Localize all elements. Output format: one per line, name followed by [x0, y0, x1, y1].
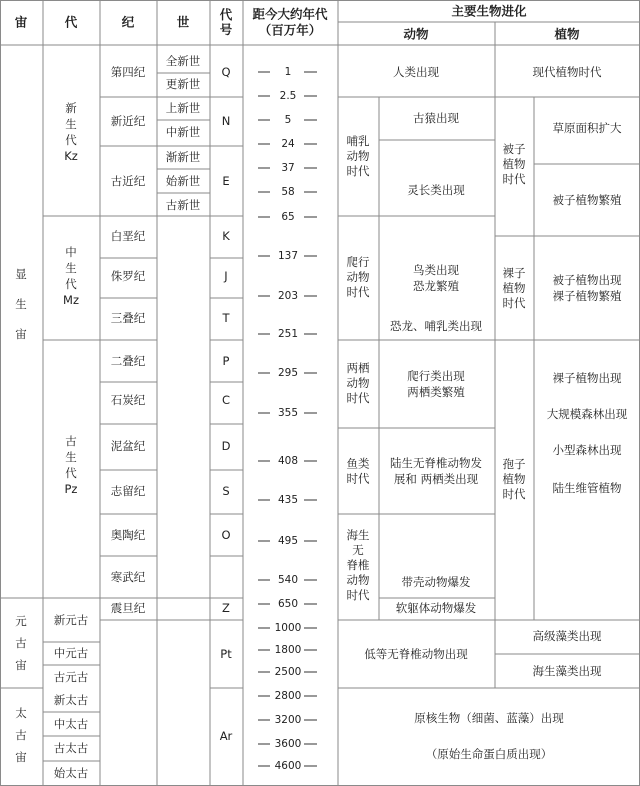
code-label: J: [224, 269, 228, 283]
animal-event-label: 带壳动物爆发: [401, 575, 471, 589]
header-eon: 宙: [14, 14, 28, 30]
period-label: 奥陶纪: [110, 528, 146, 542]
header-era: 代: [64, 14, 78, 30]
code-label: Ar: [219, 729, 233, 743]
animal-age-label: 动物: [346, 376, 370, 390]
header-code: 代: [219, 7, 233, 22]
plant-age-label: 孢子: [502, 457, 526, 471]
era-label: 代: [65, 133, 77, 147]
plant-age-label: 裸子: [502, 266, 526, 280]
animal-event-label: 恐龙繁殖: [413, 279, 459, 293]
period-label: 三叠纪: [110, 311, 146, 325]
header-plants: 植物: [554, 26, 580, 42]
age-tick-label: 1: [284, 66, 292, 78]
animal-event-label: 低等无脊椎动物出现: [364, 647, 468, 661]
era-label: 生: [65, 117, 77, 131]
epoch-label: 更新世: [165, 77, 201, 91]
plant-event-label: 现代植物时代: [532, 65, 602, 79]
code-label: S: [222, 484, 230, 498]
animal-event-label: 恐龙、哺乳类出现: [390, 319, 482, 333]
animal-event-label: 古猿出现: [413, 111, 459, 125]
age-tick-label: 5: [284, 114, 292, 126]
plant-event-label: 裸子植物出现: [552, 371, 622, 385]
age-tick-label: 295: [277, 367, 299, 379]
period-label: 二叠纪: [110, 354, 146, 368]
period-label: 泥盆纪: [110, 439, 146, 453]
era-label: 代: [65, 466, 77, 480]
epoch-label: 上新世: [165, 101, 201, 115]
animal-age-label: 两栖: [346, 361, 370, 375]
period-label: 震旦纪: [110, 601, 146, 615]
precambrian-era-label: 新元古: [53, 613, 89, 627]
era-label: 古: [65, 434, 77, 448]
animal-event-label: 展和 两栖类出现: [393, 472, 479, 486]
era-label: 中: [65, 245, 77, 259]
animal-age-label: 动物: [346, 270, 370, 284]
eon-label: 宙: [15, 750, 27, 764]
period-label: 寒武纪: [110, 570, 146, 584]
age-tick-label: 65: [281, 211, 295, 223]
code-label: Q: [221, 65, 231, 79]
age-tick-label: 3600: [274, 738, 302, 750]
epoch-label: 中新世: [165, 125, 201, 139]
animal-age-label: 鱼类: [346, 456, 370, 471]
animal-age-label: 动物: [346, 149, 370, 163]
epoch-label: 始新世: [165, 174, 201, 188]
animal-age-label: 时代: [346, 471, 370, 486]
plant-age-label: 时代: [502, 296, 526, 310]
age-tick-label: 1000: [274, 622, 302, 634]
period-label: 第四纪: [110, 65, 146, 79]
plant-age-label: 被子: [502, 142, 526, 156]
plant-event-label: 小型森林出现: [552, 443, 622, 457]
period-label: 石炭纪: [110, 393, 146, 407]
era-label: 生: [65, 450, 77, 464]
era-label: Pz: [64, 482, 78, 496]
animal-age-label: 时代: [346, 164, 370, 178]
plant-event-label: 大规模森林出现: [546, 407, 628, 421]
animal-event-label: （原始生命蛋白质出现）: [425, 747, 553, 761]
animal-event-label: 陆生无脊椎动物发: [390, 456, 482, 470]
precambrian-era-label: 古太古: [53, 741, 89, 755]
animal-event-label: 软躯体动物爆发: [395, 601, 477, 615]
animal-age-label: 爬行: [346, 255, 370, 269]
age-tick-label: 58: [281, 186, 295, 198]
animal-age-label: 时代: [346, 391, 370, 405]
animal-event-label: 爬行类出现: [407, 369, 465, 383]
age-tick-label: 355: [277, 407, 299, 419]
animal-age-label: 哺乳: [346, 134, 370, 148]
code-label: T: [222, 311, 230, 325]
precambrian-era-label: 始太古: [53, 766, 89, 780]
eon-label: 古: [15, 728, 27, 742]
header-animals: 动物: [403, 26, 429, 42]
precambrian-era-label: 中太古: [53, 717, 89, 731]
eon-label: 显: [15, 267, 27, 281]
age-tick-label: 203: [277, 290, 299, 302]
age-tick-label: 3200: [274, 714, 302, 726]
plant-age-label: 植物: [502, 472, 526, 486]
header-age: （百万年）: [258, 22, 322, 38]
age-tick-label: 1800: [274, 644, 302, 656]
age-tick-label: 4600: [274, 760, 302, 772]
plant-event-label: 海生藻类出现: [532, 664, 602, 678]
animal-event-label: 鸟类出现: [413, 263, 459, 277]
code-label: Z: [222, 601, 230, 615]
code-label: N: [221, 114, 231, 128]
eon-label: 宙: [15, 327, 27, 341]
age-tick-label: 24: [281, 138, 295, 150]
code-label: O: [221, 528, 231, 542]
age-tick-label: 137: [277, 250, 299, 262]
period-label: 古近纪: [110, 174, 146, 188]
epoch-label: 古新世: [165, 198, 201, 212]
age-tick-label: 540: [277, 574, 299, 586]
age-tick-label: 251: [277, 328, 299, 340]
plant-event-label: 被子植物出现: [552, 273, 622, 287]
plant-event-label: 陆生维管植物: [552, 481, 622, 495]
animal-age-label: 时代: [346, 285, 370, 299]
animal-event-label: 灵长类出现: [407, 183, 465, 197]
period-label: 白垩纪: [110, 229, 146, 243]
era-label: 代: [65, 277, 77, 291]
plant-age-label: 时代: [502, 487, 526, 501]
animal-age-label: 海生: [346, 528, 370, 542]
plant-event-label: 高级藻类出现: [532, 629, 602, 643]
code-label: E: [222, 174, 230, 188]
period-label: 志留纪: [110, 484, 146, 498]
age-tick-label: 2800: [274, 690, 302, 702]
era-label: Mz: [63, 293, 79, 307]
age-tick-label: 2.5: [279, 90, 297, 102]
period-label: 侏罗纪: [110, 269, 146, 283]
plant-age-label: 植物: [502, 281, 526, 295]
age-tick-label: 435: [277, 494, 299, 506]
code-label: Pt: [220, 647, 232, 661]
plant-age-label: 时代: [502, 172, 526, 186]
age-tick-label: 37: [281, 162, 295, 174]
precambrian-era-label: 新太古: [53, 693, 89, 707]
period-label: 新近纪: [110, 114, 146, 128]
eon-label: 生: [15, 297, 27, 311]
animal-age-label: 时代: [346, 588, 370, 602]
header-evolution: 主要生物进化: [451, 3, 527, 19]
plant-event-label: 被子植物繁殖: [552, 193, 622, 207]
epoch-label: 渐新世: [165, 150, 201, 164]
animal-age-label: 动物: [346, 573, 370, 587]
epoch-label: 全新世: [165, 54, 201, 68]
animal-event-label: 原核生物（细菌、蓝藻）出现: [414, 711, 564, 725]
header-code: 号: [219, 22, 233, 37]
eon-label: 太: [15, 706, 27, 720]
era-label: Kz: [64, 149, 78, 163]
age-tick-label: 495: [277, 535, 299, 547]
eon-label: 元: [15, 614, 27, 628]
eon-label: 宙: [15, 658, 27, 672]
plant-age-label: 植物: [502, 157, 526, 171]
era-label: 生: [65, 261, 77, 275]
plant-event-label: 草原面积扩大: [552, 121, 622, 135]
header-period: 纪: [121, 14, 135, 30]
code-label: C: [221, 393, 231, 407]
animal-age-label: 无: [352, 543, 364, 557]
animal-event-label: 人类出现: [393, 65, 439, 79]
age-tick-label: 2500: [274, 666, 302, 678]
plant-event-label: 裸子植物繁殖: [552, 289, 622, 303]
header-age: 距今大约年代: [252, 6, 328, 22]
eon-label: 古: [15, 636, 27, 650]
animal-event-label: 两栖类繁殖: [407, 385, 465, 399]
era-label: 新: [65, 101, 77, 115]
animal-age-label: 脊椎: [346, 558, 370, 572]
age-tick-label: 650: [277, 598, 299, 610]
precambrian-era-label: 古元古: [53, 670, 89, 684]
code-label: P: [222, 354, 230, 368]
precambrian-era-label: 中元古: [53, 646, 89, 660]
header-epoch: 世: [176, 14, 190, 30]
code-label: K: [222, 229, 230, 243]
age-tick-label: 408: [277, 455, 299, 467]
code-label: D: [221, 439, 231, 453]
